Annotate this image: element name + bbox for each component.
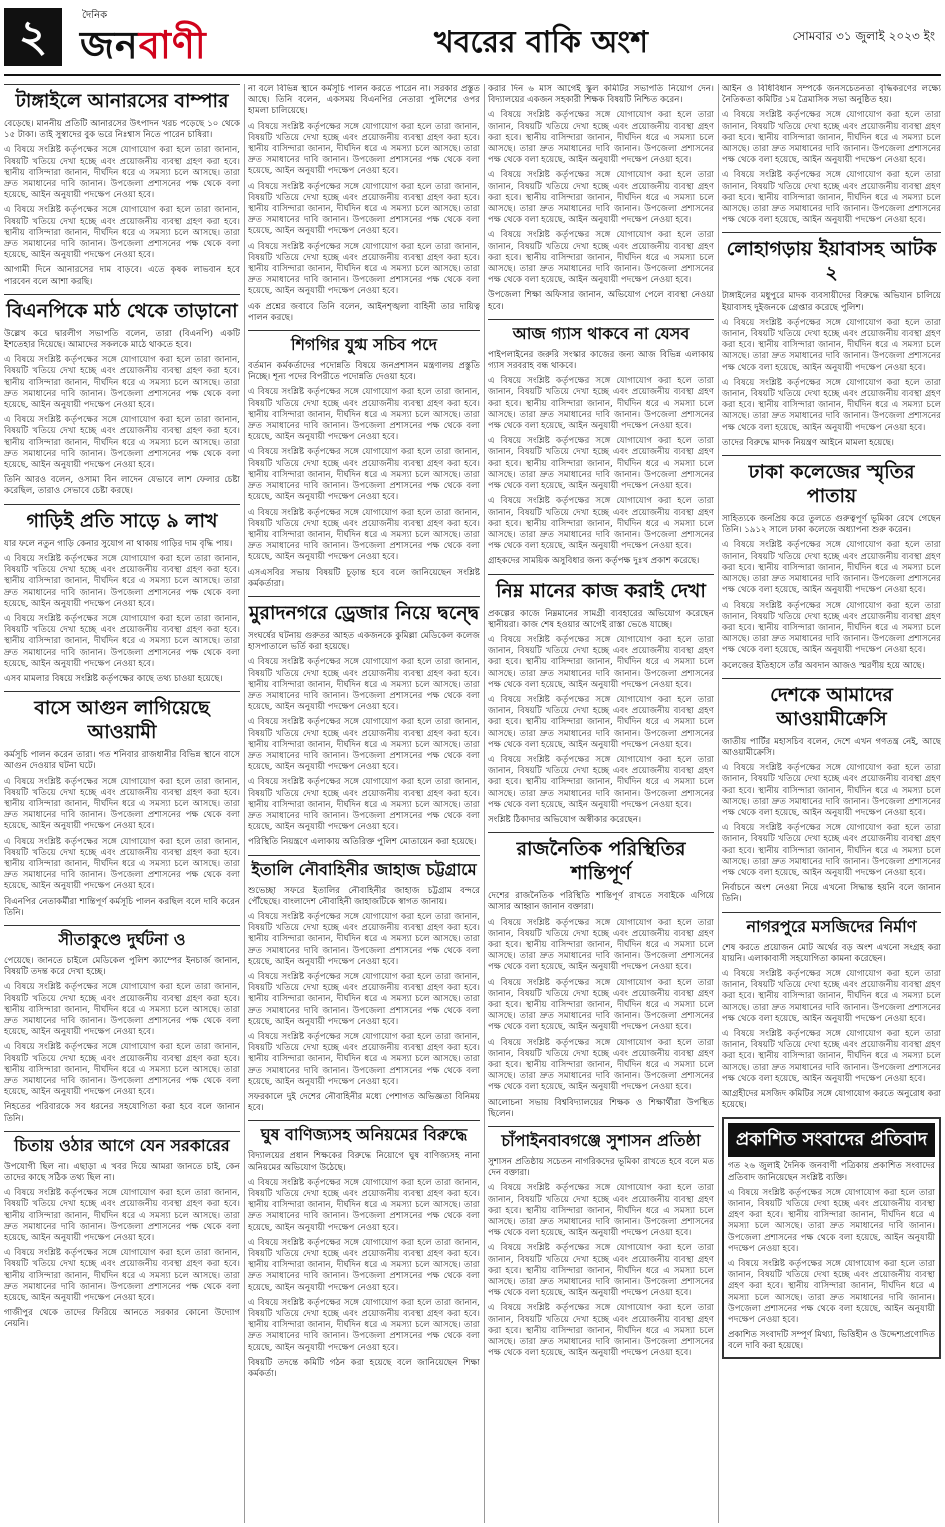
article-lead: শেষ করতে প্রয়োজন মোট অর্থের বড় অংশ এখনো সংগ্রহ করা যায়নি। এলাকাবাসী সহযোগিতা কামনা করেছেন। — [722, 942, 941, 964]
article-headline: চাঁপাইনবাবগঞ্জে সুশাসন প্রতিষ্ঠা — [488, 1126, 714, 1154]
article-body: এ বিষয়ে সংশ্লিষ্ট কর্তৃপক্ষের সঙ্গে যোগাযোগ করা হলে তারা জানান, বিষয়টি খতিয়ে দেখা হচ্ছে এবং প্রয়োজনীয় ব্যবস্থা গ্রহণ করা হবে। স্থানীয় বাসিন্দারা জানান, দীর্ঘদিন ধরে এ সমস্যা চলে আসছে। তারা দ্রুত সমাধানের দাবি জানান। উপজেলা প্রশাসনের পক্ষ থেকে বলা হয়েছে, আইন অনুযায়ী পদক্ষেপ নেওয়া হবে। — [488, 1037, 714, 1093]
article-body: এ বিষয়ে সংশ্লিষ্ট কর্তৃপক্ষের সঙ্গে যোগাযোগ করা হলে তারা জানান, বিষয়টি খতিয়ে দেখা হচ্ছে এবং প্রয়োজনীয় ব্যবস্থা গ্রহণ করা হবে। স্থানীয় বাসিন্দারা জানান, দীর্ঘদিন ধরে এ সমস্যা চলে আসছে। তারা দ্রুত সমাধানের দাবি জানান। উপজেলা প্রশাসনের পক্ষ থেকে বলা হয়েছে, আইন অনুযায়ী পদক্ষেপ নেওয়া হবে। — [488, 634, 714, 690]
article-headline: আজ গ্যাস থাকবে না যেসব — [488, 319, 714, 347]
article-tail: আলোচনা সভায় বিশ্ববিদ্যালয়ের শিক্ষক ও শিক্ষার্থীরা উপস্থিত ছিলেন। — [488, 1097, 714, 1119]
column-divider — [484, 84, 485, 1523]
article-lead: টাঙ্গাইলের মধুপুরে মাদক ব্যবসায়ীদের বিরুদ্ধে অভিযান চালিয়ে ইয়াবাসহ দুইজনকে গ্রেপ্তার করেছে পুলিশ। — [722, 291, 941, 313]
article-lead: আইন ও বিধিবিধান সম্পর্কে জনসচেতনতা বৃদ্ধিকরণের লক্ষ্যে নৈতিকতা কমিটির ১ম ত্রৈমাসিক সভা অনুষ্ঠিত হয়। — [722, 84, 941, 106]
article-body: এ বিষয়ে সংশ্লিষ্ট কর্তৃপক্ষের সঙ্গে যোগাযোগ করা হলে তারা জানান, বিষয়টি খতিয়ে দেখা হচ্ছে এবং প্রয়োজনীয় ব্যবস্থা গ্রহণ করা হবে। স্থানীয় বাসিন্দারা জানান, দীর্ঘদিন ধরে এ সমস্যা চলে আসছে। তারা দ্রুত সমাধানের দাবি জানান। উপজেলা প্রশাসনের পক্ষ থেকে বলা হয়েছে, আইন অনুযায়ী পদক্ষেপ নেওয়া হবে। — [248, 241, 480, 297]
article-body: এ বিষয়ে সংশ্লিষ্ট কর্তৃপক্ষের সঙ্গে যোগাযোগ করা হলে তারা জানান, বিষয়টি খতিয়ে দেখা হচ্ছে এবং প্রয়োজনীয় ব্যবস্থা গ্রহণ করা হবে। স্থানীয় বাসিন্দারা জানান, দীর্ঘদিন ধরে এ সমস্যা চলে আসছে। তারা দ্রুত সমাধানের দাবি জানান। উপজেলা প্রশাসনের পক্ষ থেকে বলা হয়েছে, আইন অনুযায়ী পদক্ষেপ নেওয়া হবে। — [488, 1183, 714, 1239]
article-body: এ বিষয়ে সংশ্লিষ্ট কর্তৃপক্ষের সঙ্গে যোগাযোগ করা হলে তারা জানান, বিষয়টি খতিয়ে দেখা হচ্ছে এবং প্রয়োজনীয় ব্যবস্থা গ্রহণ করা হবে। স্থানীয় বাসিন্দারা জানান, দীর্ঘদিন ধরে এ সমস্যা চলে আসছে। তারা দ্রুত সমাধানের দাবি জানান। উপজেলা প্রশাসনের পক্ষ থেকে বলা হয়েছে, আইন অনুযায়ী পদক্ষেপ নেওয়া হবে। — [4, 613, 240, 669]
article-b5 — [248, 1120, 480, 1380]
column-divider — [244, 84, 245, 1523]
article-body: এ বিষয়ে সংশ্লিষ্ট কর্তৃপক্ষের সঙ্গে যোগাযোগ করা হলে তারা জানান, বিষয়টি খতিয়ে দেখা হচ্ছে এবং প্রয়োজনীয় ব্যবস্থা গ্রহণ করা হবে। স্থানীয় বাসিন্দারা জানান, দীর্ঘদিন ধরে এ সমস্যা চলে আসছে। তারা দ্রুত সমাধানের দাবি জানান। উপজেলা প্রশাসনের পক্ষ থেকে বলা হয়েছে, আইন অনুযায়ী পদক্ষেপ নেওয়া হবে। — [488, 170, 714, 226]
article-body: এ বিষয়ে সংশ্লিষ্ট কর্তৃপক্ষের সঙ্গে যোগাযোগ করা হলে তারা জানান, বিষয়টি খতিয়ে দেখা হচ্ছে এবং প্রয়োজনীয় ব্যবস্থা গ্রহণ করা হবে। স্থানীয় বাসিন্দারা জানান, দীর্ঘদিন ধরে এ সমস্যা চলে আসছে। তারা দ্রুত সমাধানের দাবি জানান। উপজেলা প্রশাসনের পক্ষ থেকে বলা হয়েছে, আইন অনুযায়ী পদক্ষেপ নেওয়া হবে। — [4, 1188, 240, 1244]
article-lead: সংঘর্ষের ঘটনায় গুরুতর আহত একজনকে কুমিল্লা মেডিকেল কলেজ হাসপাতালে ভর্তি করা হয়েছে। — [248, 630, 480, 653]
article-tail: আগামী দিনে আনারসের দাম বাড়বে। এতে কৃষক লাভবান হবে পারবেন বলে আশা করছি। — [4, 265, 240, 287]
article-tail: গাজীপুর থেকে তাদের ফিরিয়ে আনতে সরকার কোনো উদ্যোগ নেয়নি। — [4, 1308, 240, 1330]
article-d2 — [488, 319, 714, 568]
article-tail: পরিস্থিতি নিয়ন্ত্রণে এলাকায় অতিরিক্ত পুলিশ মোতায়েন করা হয়েছে। — [248, 837, 477, 848]
article-body: এ বিষয়ে সংশ্লিষ্ট কর্তৃপক্ষের সঙ্গে যোগাযোগ করা হলে তারা জানান, বিষয়টি খতিয়ে দেখা হচ্ছে এবং প্রয়োজনীয় ব্যবস্থা গ্রহণ করা হবে। স্থানীয় বাসিন্দারা জানান, দীর্ঘদিন ধরে এ সমস্যা চলে আসছে। তারা দ্রুত সমাধানের দাবি জানান। উপজেলা প্রশাসনের পক্ষ থেকে বলা হয়েছে, আইন অনুযায়ী পদক্ষেপ নেওয়া হবে। — [722, 110, 941, 166]
logo-part-b: বাণী — [138, 22, 207, 67]
article-body: এ বিষয়ে সংশ্লিষ্ট কর্তৃপক্ষের সঙ্গে যোগাযোগ করা হলে তারা জানান, বিষয়টি খতিয়ে দেখা হচ্ছে এবং প্রয়োজনীয় ব্যবস্থা গ্রহণ করা হবে। স্থানীয় বাসিন্দারা জানান, দীর্ঘদিন ধরে এ সমস্যা চলে আসছে। তারা দ্রুত সমাধানের দাবি জানান। উপজেলা প্রশাসনের পক্ষ থেকে বলা হয়েছে, আইন অনুযায়ী পদক্ষেপ নেওয়া হবে। — [248, 447, 480, 503]
article-a1 — [4, 84, 240, 288]
article-a6 — [4, 1131, 240, 1331]
article-lead: কর্মসূচি পালন করেন তারা। গত শনিবার রাজধানীর বিভিন্ন স্থানে বাসে আগুন দেওয়ার ঘটনা ঘটে। — [4, 750, 240, 772]
article-b2 — [248, 330, 480, 590]
article-body: এ বিষয়ে সংশ্লিষ্ট কর্তৃপক্ষের সঙ্গে যোগাযোগ করা হলে তারা জানান, বিষয়টি খতিয়ে দেখা হচ্ছে এবং প্রয়োজনীয় ব্যবস্থা গ্রহণ করা হবে। স্থানীয় বাসিন্দারা জানান, দীর্ঘদিন ধরে এ সমস্যা চলে আসছে। তারা দ্রুত সমাধানের দাবি জানান। উপজেলা প্রশাসনের পক্ষ থেকে বলা হয়েছে, আইন অনুযায়ী পদক্ষেপ নেওয়া হবে। — [248, 657, 480, 713]
article-tail: এসব মামলার বিষয়ে সংশ্লিষ্ট কর্তৃপক্ষের কাছে তথ্য চাওয়া হয়েছে। — [4, 673, 223, 684]
article-lead: শুভেচ্ছা সফরে ইতালির নৌবাহিনীর জাহাজ চট্টগ্রাম বন্দরে পৌঁছেছে। বাংলাদেশ নৌবাহিনী জাহাজটিকে স্বাগত জানায়। — [248, 885, 480, 907]
article-tail: কলেজের ইতিহাসে তাঁর অবদান আজও স্মরণীয় হয়ে আছে। — [722, 660, 925, 671]
article-lead: যার ফলে নতুন গাড়ি কেনার সুযোগ না থাকায় গাড়ির দাম বৃদ্ধি পায়। — [4, 538, 233, 549]
article-headline: মুরাদনগরে ড্রেজার নিয়ে দ্বন্দ্বে — [248, 596, 480, 628]
article-body: এ বিষয়ে সংশ্লিষ্ট কর্তৃপক্ষের সঙ্গে যোগাযোগ করা হলে তারা জানান, বিষয়টি খতিয়ে দেখা হচ্ছে এবং প্রয়োজনীয় ব্যবস্থা গ্রহণ করা হবে। স্থানীয় বাসিন্দারা জানান, দীর্ঘদিন ধরে এ সমস্যা চলে আসছে। তারা দ্রুত সমাধানের দাবি জানান। উপজেলা প্রশাসনের পক্ষ থেকে বলা হয়েছে, আইন অনুযায়ী পদক্ষেপ নেওয়া হবে। — [4, 415, 240, 471]
article-body: এ বিষয়ে সংশ্লিষ্ট কর্তৃপক্ষের সঙ্গে যোগাযোগ করা হলে তারা জানান, বিষয়টি খতিয়ে দেখা হচ্ছে এবং প্রয়োজনীয় ব্যবস্থা গ্রহণ করা হবে। স্থানীয় বাসিন্দারা জানান, দীর্ঘদিন ধরে এ সমস্যা চলে আসছে। তারা দ্রুত সমাধানের দাবি জানান। উপজেলা প্রশাসনের পক্ষ থেকে বলা হয়েছে, আইন অনুযায়ী পদক্ষেপ নেওয়া হবে। — [248, 387, 480, 443]
article-headline: নাগরপুরে মসজিদের নির্মাণ — [722, 912, 941, 940]
article-d1 — [488, 84, 714, 313]
article-lead: উপযোগী ছিল না। এছাড়া এ খবর দিয়ে আমরা জানতে চাই, কেন তাদের কাছে সঠিক তথ্য ছিল না। — [4, 1161, 240, 1184]
article-a5 — [4, 925, 240, 1125]
article-body: এ বিষয়ে সংশ্লিষ্ট কর্তৃপক্ষের সঙ্গে যোগাযোগ করা হলে তারা জানান, বিষয়টি খতিয়ে দেখা হচ্ছে এবং প্রয়োজনীয় ব্যবস্থা গ্রহণ করা হবে। স্থানীয় বাসিন্দারা জানান, দীর্ঘদিন ধরে এ সমস্যা চলে আসছে। তারা দ্রুত সমাধানের দাবি জানান। উপজেলা প্রশাসনের পক্ষ থেকে বলা হয়েছে, আইন অনুযায়ী পদক্ষেপ নেওয়া হবে। — [722, 170, 941, 226]
article-body: এ বিষয়ে সংশ্লিষ্ট কর্তৃপক্ষের সঙ্গে যোগাযোগ করা হলে তারা জানান, বিষয়টি খতিয়ে দেখা হচ্ছে এবং প্রয়োজনীয় ব্যবস্থা গ্রহণ করা হবে। স্থানীয় বাসিন্দারা জানান, দীর্ঘদিন ধরে এ সমস্যা চলে আসছে। তারা দ্রুত সমাধানের দাবি জানান। উপজেলা প্রশাসনের পক্ষ থেকে বলা হয়েছে, আইন অনুযায়ী পদক্ষেপ নেওয়া হবে। — [248, 972, 480, 1027]
article-body: এ বিষয়ে সংশ্লিষ্ট কর্তৃপক্ষের সঙ্গে যোগাযোগ করা হলে তারা জানান, বিষয়টি খতিয়ে দেখা হচ্ছে এবং প্রয়োজনীয় ব্যবস্থা গ্রহণ করা হবে। স্থানীয় বাসিন্দারা জানান, দীর্ঘদিন ধরে এ সমস্যা চলে আসছে। তারা দ্রুত সমাধানের দাবি জানান। উপজেলা প্রশাসনের পক্ষ থেকে বলা হয়েছে, আইন অনুযায়ী পদক্ষেপ নেওয়া হবে। — [248, 1297, 480, 1353]
article-lead: পেয়েছে। জানতে চাইলে মেডিকেল পুলিশ ক্যাম্পের ইনচার্জ জানান, বিষয়টি তদন্ত করে দেখা হচ্ছে। — [4, 955, 240, 978]
article-headline: ইতালি নৌবাহিনীর জাহাজ চট্টগ্রামে — [248, 855, 480, 883]
article-body: এ বিষয়ে সংশ্লিষ্ট কর্তৃপক্ষের সঙ্গে যোগাযোগ করা হলে তারা জানান, বিষয়টি খতিয়ে দেখা হচ্ছে এবং প্রয়োজনীয় ব্যবস্থা গ্রহণ করা হবে। স্থানীয় বাসিন্দারা জানান, দীর্ঘদিন ধরে এ সমস্যা চলে আসছে। তারা দ্রুত সমাধানের দাবি জানান। উপজেলা প্রশাসনের পক্ষ থেকে বলা হয়েছে, আইন অনুযায়ী পদক্ষেপ নেওয়া হবে। — [722, 1028, 941, 1084]
article-lead: পাইপলাইনের জরুরি সংস্কার কাজের জন্য আজ বিভিন্ন এলাকায় গ্যাস সরবরাহ বন্ধ থাকবে। — [488, 349, 714, 372]
article-body: এ বিষয়ে সংশ্লিষ্ট কর্তৃপক্ষের সঙ্গে যোগাযোগ করা হলে তারা জানান, বিষয়টি খতিয়ে দেখা হচ্ছে এবং প্রয়োজনীয় ব্যবস্থা গ্রহণ করা হবে। স্থানীয় বাসিন্দারা জানান, দীর্ঘদিন ধরে এ সমস্যা চলে আসছে। তারা দ্রুত সমাধানের দাবি জানান। উপজেলা প্রশাসনের পক্ষ থেকে বলা হয়েছে, আইন অনুযায়ী পদক্ষেপ নেওয়া হবে। — [248, 717, 480, 773]
article-e2 — [722, 232, 941, 449]
article-tail: এক প্রশ্নের জবাবে তিনি বলেন, আইনশৃঙ্খলা বাহিনী তার দায়িত্ব পালন করছে। — [248, 301, 480, 323]
column-4 — [722, 84, 941, 1523]
article-lead: সাহিত্যকে জনপ্রিয় করে তুলতে গুরুত্বপূর্ণ ভূমিকা রেখে গেছেন তিনি। ১৯১২ সালে ঢাকা কলেজে অধ্যাপনা শুরু করেন। — [722, 514, 941, 536]
article-a4 — [4, 691, 240, 919]
article-headline: শিগগির যুগ্ম সচিব পদে — [248, 330, 480, 358]
article-e5 — [722, 912, 941, 1112]
article-body: এ বিষয়ে সংশ্লিষ্ট কর্তৃপক্ষের সঙ্গে যোগাযোগ করা হলে তারা জানান, বিষয়টি খতিয়ে দেখা হচ্ছে এবং প্রয়োজনীয় ব্যবস্থা গ্রহণ করা হবে। স্থানীয় বাসিন্দারা জানান, দীর্ঘদিন ধরে এ সমস্যা চলে আসছে। তারা দ্রুত সমাধানের দাবি জানান। উপজেলা প্রশাসনের পক্ষ থেকে বলা হয়েছে, আইন অনুযায়ী পদক্ষেপ নেওয়া হবে। — [4, 1042, 240, 1098]
article-body: এ বিষয়ে সংশ্লিষ্ট কর্তৃপক্ষের সঙ্গে যোগাযোগ করা হলে তারা জানান, বিষয়টি খতিয়ে দেখা হচ্ছে এবং প্রয়োজনীয় ব্যবস্থা গ্রহণ করা হবে। স্থানীয় বাসিন্দারা জানান, দীর্ঘদিন ধরে এ সমস্যা চলে আসছে। তারা দ্রুত সমাধানের দাবি জানান। উপজেলা প্রশাসনের পক্ষ থেকে বলা হয়েছে, আইন অনুযায়ী পদক্ষেপ নেওয়া হবে। — [722, 377, 941, 433]
article-headline: সীতাকুণ্ডে দুর্ঘটনা ও — [4, 925, 240, 953]
issue-date: সোমবার ৩১ জুলাই ২০২৩ ইং — [792, 29, 935, 43]
article-e3 — [722, 455, 941, 672]
section-title: খবরের বাকি অংশ — [434, 25, 648, 60]
article-body: এ বিষয়ে সংশ্লিষ্ট কর্তৃপক্ষের সঙ্গে যোগাযোগ করা হলে তারা জানান, বিষয়টি খতিয়ে দেখা হচ্ছে এবং প্রয়োজনীয় ব্যবস্থা গ্রহণ করা হবে। স্থানীয় বাসিন্দারা জানান, দীর্ঘদিন ধরে এ সমস্যা চলে আসছে। তারা দ্রুত সমাধানের দাবি জানান। উপজেলা প্রশাসনের পক্ষ থেকে বলা হয়েছে, আইন অনুযায়ী পদক্ষেপ নেওয়া হবে। — [488, 496, 714, 552]
masthead — [4, 6, 941, 76]
rejoinder-lead: গত ২৬ জুলাই দৈনিক জনবাণী পত্রিকায় প্রকাশিত সংবাদের প্রতিবাদ জানিয়েছেন সংশ্লিষ্ট ব্যক্তি। — [728, 1161, 935, 1183]
article-body: এ বিষয়ে সংশ্লিষ্ট কর্তৃপক্ষের সঙ্গে যোগাযোগ করা হলে তারা জানান, বিষয়টি খতিয়ে দেখা হচ্ছে এবং প্রয়োজনীয় ব্যবস্থা গ্রহণ করা হবে। স্থানীয় বাসিন্দারা জানান, দীর্ঘদিন ধরে এ সমস্যা চলে আসছে। তারা দ্রুত সমাধানের দাবি জানান। উপজেলা প্রশাসনের পক্ষ থেকে বলা হয়েছে, আইন অনুযায়ী পদক্ষেপ নেওয়া হবে। — [488, 694, 714, 750]
article-b4 — [248, 855, 480, 1115]
article-body: এ বিষয়ে সংশ্লিষ্ট কর্তৃপক্ষের সঙ্গে যোগাযোগ করা হলে তারা জানান, বিষয়টি খতিয়ে দেখা হচ্ছে এবং প্রয়োজনীয় ব্যবস্থা গ্রহণ করা হবে। স্থানীয় বাসিন্দারা জানান, দীর্ঘদিন ধরে এ সমস্যা চলে আসছে। তারা দ্রুত সমাধানের দাবি জানান। উপজেলা প্রশাসনের পক্ষ থেকে বলা হয়েছে, আইন অনুযায়ী পদক্ষেপ নেওয়া হবে। — [4, 205, 240, 261]
article-lead: বর্তমান কর্মকর্তাদের পদোন্নতি বিষয়ে জনপ্রশাসন মন্ত্রণালয় প্রস্তুতি নিচ্ছে। শূন্য পদের বিপরীতে পদোন্নতি দেওয়া হবে। — [248, 361, 480, 383]
article-body: এ বিষয়ে সংশ্লিষ্ট কর্তৃপক্ষের সঙ্গে যোগাযোগ করা হলে তারা জানান, বিষয়টি খতিয়ে দেখা হচ্ছে এবং প্রয়োজনীয় ব্যবস্থা গ্রহণ করা হবে। স্থানীয় বাসিন্দারা জানান, দীর্ঘদিন ধরে এ সমস্যা চলে আসছে। তারা দ্রুত সমাধানের দাবি জানান। উপজেলা প্রশাসনের পক্ষ থেকে বলা হয়েছে, আইন অনুযায়ী পদক্ষেপ নেওয়া হবে। — [722, 317, 941, 373]
article-body: এ বিষয়ে সংশ্লিষ্ট কর্তৃপক্ষের সঙ্গে যোগাযোগ করা হলে তারা জানান, বিষয়টি খতিয়ে দেখা হচ্ছে এবং প্রয়োজনীয় ব্যবস্থা গ্রহণ করা হবে। স্থানীয় বাসিন্দারা জানান, দীর্ঘদিন ধরে এ সমস্যা চলে আসছে। তারা দ্রুত সমাধানের দাবি জানান। উপজেলা প্রশাসনের পক্ষ থেকে বলা হয়েছে, আইন অনুযায়ী পদক্ষেপ নেওয়া হবে। — [4, 982, 240, 1038]
article-tail: আগ্রহীদের মসজিদ কমিটির সঙ্গে যোগাযোগ করতে অনুরোধ করা হয়েছে। — [722, 1089, 941, 1111]
article-tail: তাদের বিরুদ্ধে মাদক নিয়ন্ত্রণ আইনে মামলা হয়েছে। — [722, 437, 894, 448]
article-e1 — [722, 84, 941, 226]
article-d3 — [488, 574, 714, 827]
article-lead: জাতীয় পার্টির মহাসচিব বলেন, দেশে এখন গণতন্ত্র নেই, আছে আওয়ামীক্রেসি। — [722, 736, 941, 758]
article-b3 — [248, 596, 480, 849]
article-lead: বেড়েছে। মাননীয় প্রতিটি আনারসের উৎপাদন খরচ পড়েছে ১০ থেকে ১৫ টাকা। তাই সুস্বাদের বুক ভরে নিঃশ্বাস নিতে পারেন চাষিরা। — [4, 119, 240, 141]
article-tail: সফরকালে দুই দেশের নৌবাহিনীর মধ্যে পেশাগত অভিজ্ঞতা বিনিময় হবে। — [248, 1092, 480, 1114]
article-body: এ বিষয়ে সংশ্লিষ্ট কর্তৃপক্ষের সঙ্গে যোগাযোগ করা হলে তারা জানান, বিষয়টি খতিয়ে দেখা হচ্ছে এবং প্রয়োজনীয় ব্যবস্থা গ্রহণ করা হবে। স্থানীয় বাসিন্দারা জানান, দীর্ঘদিন ধরে এ সমস্যা চলে আসছে। তারা দ্রুত সমাধানের দাবি জানান। উপজেলা প্রশাসনের পক্ষ থেকে বলা হয়েছে, আইন অনুযায়ী পদক্ষেপ নেওয়া হবে। — [488, 230, 714, 286]
article-lead: বিদ্যালয়ের প্রধান শিক্ষকের বিরুদ্ধে নিয়োগে ঘুষ বাণিজ্যসহ নানা অনিয়মের অভিযোগ উঠেছে। — [248, 1151, 480, 1173]
article-headline: ঢাকা কলেজের স্মৃতির পাতায় — [722, 455, 941, 511]
article-body: এ বিষয়ে সংশ্লিষ্ট কর্তৃপক্ষের সঙ্গে যোগাযোগ করা হলে তারা জানান, বিষয়টি খতিয়ে দেখা হচ্ছে এবং প্রয়োজনীয় ব্যবস্থা গ্রহণ করা হবে। স্থানীয় বাসিন্দারা জানান, দীর্ঘদিন ধরে এ সমস্যা চলে আসছে। তারা দ্রুত সমাধানের দাবি জানান। উপজেলা প্রশাসনের পক্ষ থেকে বলা হয়েছে, আইন অনুযায়ী পদক্ষেপ নেওয়া হবে। — [722, 763, 941, 818]
article-tail: উপজেলা শিক্ষা অফিসার জানান, অভিযোগ পেলে ব্যবস্থা নেওয়া হবে। — [488, 290, 714, 312]
article-e4 — [722, 678, 941, 906]
column-3 — [488, 84, 714, 1523]
article-headline: টাঙ্গাইলে আনারসের বাম্পার — [4, 84, 240, 116]
article-lead: উল্লেখ করে দ্বারলীগ সভাপতি বলেন, তারা (বিএনপি) একটি ইশতেহার দিয়েছে। আমাদের সকলকে মাঠে থাকতে হবে। — [4, 328, 240, 351]
article-headline: লোহাগড়ায় ইয়াবাসহ আটক ২ — [722, 232, 941, 288]
article-b1 — [248, 84, 480, 324]
article-headline: নিম্ন মানের কাজ করাই দেখা — [488, 574, 714, 606]
rejoinder-body: এ বিষয়ে সংশ্লিষ্ট কর্তৃপক্ষের সঙ্গে যোগাযোগ করা হলে তারা জানান, বিষয়টি খতিয়ে দেখা হচ্ছে এবং প্রয়োজনীয় ব্যবস্থা গ্রহণ করা হবে। স্থানীয় বাসিন্দারা জানান, দীর্ঘদিন ধরে এ সমস্যা চলে আসছে। তারা দ্রুত সমাধানের দাবি জানান। উপজেলা প্রশাসনের পক্ষ থেকে বলা হয়েছে, আইন অনুযায়ী পদক্ষেপ নেওয়া হবে। — [728, 1259, 935, 1326]
article-headline: চিতায় ওঠার আগে যেন সরকারের — [4, 1131, 240, 1159]
article-body: এ বিষয়ে সংশ্লিষ্ট কর্তৃপক্ষের সঙ্গে যোগাযোগ করা হলে তারা জানান, বিষয়টি খতিয়ে দেখা হচ্ছে এবং প্রয়োজনীয় ব্যবস্থা গ্রহণ করা হবে। স্থানীয় বাসিন্দারা জানান, দীর্ঘদিন ধরে এ সমস্যা চলে আসছে। তারা দ্রুত সমাধানের দাবি জানান। উপজেলা প্রশাসনের পক্ষ থেকে বলা হয়েছে, আইন অনুযায়ী পদক্ষেপ নেওয়া হবে। — [488, 110, 714, 166]
article-tail: এসএসবির সভায় বিষয়টি চূড়ান্ত হবে বলে জানিয়েছেন সংশ্লিষ্ট কর্মকর্তারা। — [248, 567, 480, 589]
article-a3 — [4, 504, 240, 685]
column-1 — [4, 84, 240, 1523]
article-headline: রাজনৈতিক পরিস্থিতির শান্তিপূর্ণ — [488, 832, 714, 888]
article-body: এ বিষয়ে সংশ্লিষ্ট কর্তৃপক্ষের সঙ্গে যোগাযোগ করা হলে তারা জানান, বিষয়টি খতিয়ে দেখা হচ্ছে এবং প্রয়োজনীয় ব্যবস্থা গ্রহণ করা হবে। স্থানীয় বাসিন্দারা জানান, দীর্ঘদিন ধরে এ সমস্যা চলে আসছে। তারা দ্রুত সমাধানের দাবি জানান। উপজেলা প্রশাসনের পক্ষ থেকে বলা হয়েছে, আইন অনুযায়ী পদক্ষেপ নেওয়া হবে। — [4, 1248, 240, 1304]
article-body: এ বিষয়ে সংশ্লিষ্ট কর্তৃপক্ষের সঙ্গে যোগাযোগ করা হলে তারা জানান, বিষয়টি খতিয়ে দেখা হচ্ছে এবং প্রয়োজনীয় ব্যবস্থা গ্রহণ করা হবে। স্থানীয় বাসিন্দারা জানান, দীর্ঘদিন ধরে এ সমস্যা চলে আসছে। তারা দ্রুত সমাধানের দাবি জানান। উপজেলা প্রশাসনের পক্ষ থেকে বলা হয়েছে, আইন অনুযায়ী পদক্ষেপ নেওয়া হবে। — [488, 436, 714, 492]
article-lead: প্রকল্পের কাজে নিম্নমানের সামগ্রী ব্যবহারের অভিযোগ করেছেন স্থানীয়রা। কাজ শেষ হওয়ার আগেই রাস্তা ভেঙে যাচ্ছে। — [488, 608, 714, 630]
article-headline: দেশকে আমাদের আওয়ামীক্রেসি — [722, 678, 941, 734]
article-body: এ বিষয়ে সংশ্লিষ্ট কর্তৃপক্ষের সঙ্গে যোগাযোগ করা হলে তারা জানান, বিষয়টি খতিয়ে দেখা হচ্ছে এবং প্রয়োজনীয় ব্যবস্থা গ্রহণ করা হবে। স্থানীয় বাসিন্দারা জানান, দীর্ঘদিন ধরে এ সমস্যা চলে আসছে। তারা দ্রুত সমাধানের দাবি জানান। উপজেলা প্রশাসনের পক্ষ থেকে বলা হয়েছে, আইন অনুযায়ী পদক্ষেপ নেওয়া হবে। — [248, 1177, 480, 1233]
article-body: এ বিষয়ে সংশ্লিষ্ট কর্তৃপক্ষের সঙ্গে যোগাযোগ করা হলে তারা জানান, বিষয়টি খতিয়ে দেখা হচ্ছে এবং প্রয়োজনীয় ব্যবস্থা গ্রহণ করা হবে। স্থানীয় বাসিন্দারা জানান, দীর্ঘদিন ধরে এ সমস্যা চলে আসছে। তারা দ্রুত সমাধানের দাবি জানান। উপজেলা প্রশাসনের পক্ষ থেকে বলা হয়েছে, আইন অনুযায়ী পদক্ষেপ নেওয়া হবে। — [248, 777, 480, 833]
logo-part-a: জন — [80, 22, 139, 67]
article-lead: সুশাসন প্রতিষ্ঠায় সচেতন নাগরিকদের ভূমিকা রাখতে হবে বলে মত দেন বক্তারা। — [488, 1157, 714, 1179]
article-tail: বিএনপির নেতাকর্মীরা শান্তিপূর্ণ কর্মসূচি পালন করছিল বলে দাবি করেন তিনি। — [4, 896, 240, 918]
article-body: এ বিষয়ে সংশ্লিষ্ট কর্তৃপক্ষের সঙ্গে যোগাযোগ করা হলে তারা জানান, বিষয়টি খতিয়ে দেখা হচ্ছে এবং প্রয়োজনীয় ব্যবস্থা গ্রহণ করা হবে। স্থানীয় বাসিন্দারা জানান, দীর্ঘদিন ধরে এ সমস্যা চলে আসছে। তারা দ্রুত সমাধানের দাবি জানান। উপজেলা প্রশাসনের পক্ষ থেকে বলা হয়েছে, আইন অনুযায়ী পদক্ষেপ নেওয়া হবে। — [488, 1303, 714, 1359]
article-body: এ বিষয়ে সংশ্লিষ্ট কর্তৃপক্ষের সঙ্গে যোগাযোগ করা হলে তারা জানান, বিষয়টি খতিয়ে দেখা হচ্ছে এবং প্রয়োজনীয় ব্যবস্থা গ্রহণ করা হবে। স্থানীয় বাসিন্দারা জানান, দীর্ঘদিন ধরে এ সমস্যা চলে আসছে। তারা দ্রুত সমাধানের দাবি জানান। উপজেলা প্রশাসনের পক্ষ থেকে বলা হয়েছে, আইন অনুযায়ী পদক্ষেপ নেওয়া হবে। — [4, 776, 240, 832]
article-headline: বাসে আগুন লাগিয়েছে আওয়ামী — [4, 691, 240, 747]
article-lead: না বলে বিভিন্ন স্থানে কর্মসূচি পালন করতে পারেন না। সরকার প্রস্তুত আছে। তিনি বলেন, একসময় বিএনপির নেতারা পুলিশের ওপর হামলা চালিয়েছে। — [248, 84, 480, 117]
article-body: এ বিষয়ে সংশ্লিষ্ট কর্তৃপক্ষের সঙ্গে যোগাযোগ করা হলে তারা জানান, বিষয়টি খতিয়ে দেখা হচ্ছে এবং প্রয়োজনীয় ব্যবস্থা গ্রহণ করা হবে। স্থানীয় বাসিন্দারা জানান, দীর্ঘদিন ধরে এ সমস্যা চলে আসছে। তারা দ্রুত সমাধানের দাবি জানান। উপজেলা প্রশাসনের পক্ষ থেকে বলা হয়েছে, আইন অনুযায়ী পদক্ষেপ নেওয়া হবে। — [488, 977, 714, 1033]
article-body: এ বিষয়ে সংশ্লিষ্ট কর্তৃপক্ষের সঙ্গে যোগাযোগ করা হলে তারা জানান, বিষয়টি খতিয়ে দেখা হচ্ছে এবং প্রয়োজনীয় ব্যবস্থা গ্রহণ করা হবে। স্থানীয় বাসিন্দারা জানান, দীর্ঘদিন ধরে এ সমস্যা চলে আসছে। তারা দ্রুত সমাধানের দাবি জানান। উপজেলা প্রশাসনের পক্ষ থেকে বলা হয়েছে, আইন অনুযায়ী পদক্ষেপ নেওয়া হবে। — [488, 917, 714, 973]
article-body: এ বিষয়ে সংশ্লিষ্ট কর্তৃপক্ষের সঙ্গে যোগাযোগ করা হলে তারা জানান, বিষয়টি খতিয়ে দেখা হচ্ছে এবং প্রয়োজনীয় ব্যবস্থা গ্রহণ করা হবে। স্থানীয় বাসিন্দারা জানান, দীর্ঘদিন ধরে এ সমস্যা চলে আসছে। তারা দ্রুত সমাধানের দাবি জানান। উপজেলা প্রশাসনের পক্ষ থেকে বলা হয়েছে, আইন অনুযায়ী পদক্ষেপ নেওয়া হবে। — [488, 1243, 714, 1299]
article-body: এ বিষয়ে সংশ্লিষ্ট কর্তৃপক্ষের সঙ্গে যোগাযোগ করা হলে তারা জানান, বিষয়টি খতিয়ে দেখা হচ্ছে এবং প্রয়োজনীয় ব্যবস্থা গ্রহণ করা হবে। স্থানীয় বাসিন্দারা জানান, দীর্ঘদিন ধরে এ সমস্যা চলে আসছে। তারা দ্রুত সমাধানের দাবি জানান। উপজেলা প্রশাসনের পক্ষ থেকে বলা হয়েছে, আইন অনুযায়ী পদক্ষেপ নেওয়া হবে। — [722, 540, 941, 596]
column-divider — [718, 84, 719, 1523]
rejoinder-body: এ বিষয়ে সংশ্লিষ্ট কর্তৃপক্ষের সঙ্গে যোগাযোগ করা হলে তারা জানান, বিষয়টি খতিয়ে দেখা হচ্ছে এবং প্রয়োজনীয় ব্যবস্থা গ্রহণ করা হবে। স্থানীয় বাসিন্দারা জানান, দীর্ঘদিন ধরে এ সমস্যা চলে আসছে। তারা দ্রুত সমাধানের দাবি জানান। উপজেলা প্রশাসনের পক্ষ থেকে বলা হয়েছে, আইন অনুযায়ী পদক্ষেপ নেওয়া হবে। — [728, 1187, 935, 1254]
article-body: এ বিষয়ে সংশ্লিষ্ট কর্তৃপক্ষের সঙ্গে যোগাযোগ করা হলে তারা জানান, বিষয়টি খতিয়ে দেখা হচ্ছে এবং প্রয়োজনীয় ব্যবস্থা গ্রহণ করা হবে। স্থানীয় বাসিন্দারা জানান, দীর্ঘদিন ধরে এ সমস্যা চলে আসছে। তারা দ্রুত সমাধানের দাবি জানান। উপজেলা প্রশাসনের পক্ষ থেকে বলা হয়েছে, আইন অনুযায়ী পদক্ষেপ নেওয়া হবে। — [4, 836, 240, 892]
logo-prefix: দৈনিক — [82, 10, 108, 21]
article-body: এ বিষয়ে সংশ্লিষ্ট কর্তৃপক্ষের সঙ্গে যোগাযোগ করা হলে তারা জানান, বিষয়টি খতিয়ে দেখা হচ্ছে এবং প্রয়োজনীয় ব্যবস্থা গ্রহণ করা হবে। স্থানীয় বাসিন্দারা জানান, দীর্ঘদিন ধরে এ সমস্যা চলে আসছে। তারা দ্রুত সমাধানের দাবি জানান। উপজেলা প্রশাসনের পক্ষ থেকে বলা হয়েছে, আইন অনুযায়ী পদক্ষেপ নেওয়া হবে। — [722, 600, 941, 656]
article-body: এ বিষয়ে সংশ্লিষ্ট কর্তৃপক্ষের সঙ্গে যোগাযোগ করা হলে তারা জানান, বিষয়টি খতিয়ে দেখা হচ্ছে এবং প্রয়োজনীয় ব্যবস্থা গ্রহণ করা হবে। স্থানীয় বাসিন্দারা জানান, দীর্ঘদিন ধরে এ সমস্যা চলে আসছে। তারা দ্রুত সমাধানের দাবি জানান। উপজেলা প্রশাসনের পক্ষ থেকে বলা হয়েছে, আইন অনুযায়ী পদক্ষেপ নেওয়া হবে। — [4, 355, 240, 411]
article-body: এ বিষয়ে সংশ্লিষ্ট কর্তৃপক্ষের সঙ্গে যোগাযোগ করা হলে তারা জানান, বিষয়টি খতিয়ে দেখা হচ্ছে এবং প্রয়োজনীয় ব্যবস্থা গ্রহণ করা হবে। স্থানীয় বাসিন্দারা জানান, দীর্ঘদিন ধরে এ সমস্যা চলে আসছে। তারা দ্রুত সমাধানের দাবি জানান। উপজেলা প্রশাসনের পক্ষ থেকে বলা হয়েছে, আইন অনুযায়ী পদক্ষেপ নেওয়া হবে। — [248, 121, 480, 177]
article-headline: গাড়িই প্রতি সাড়ে ৯ লাখ — [4, 504, 240, 536]
logo-wordmark — [80, 16, 207, 80]
article-body: এ বিষয়ে সংশ্লিষ্ট কর্তৃপক্ষের সঙ্গে যোগাযোগ করা হলে তারা জানান, বিষয়টি খতিয়ে দেখা হচ্ছে এবং প্রয়োজনীয় ব্যবস্থা গ্রহণ করা হবে। স্থানীয় বাসিন্দারা জানান, দীর্ঘদিন ধরে এ সমস্যা চলে আসছে। তারা দ্রুত সমাধানের দাবি জানান। উপজেলা প্রশাসনের পক্ষ থেকে বলা হয়েছে, আইন অনুযায়ী পদক্ষেপ নেওয়া হবে। — [488, 376, 714, 432]
article-body: এ বিষয়ে সংশ্লিষ্ট কর্তৃপক্ষের সঙ্গে যোগাযোগ করা হলে তারা জানান, বিষয়টি খতিয়ে দেখা হচ্ছে এবং প্রয়োজনীয় ব্যবস্থা গ্রহণ করা হবে। স্থানীয় বাসিন্দারা জানান, দীর্ঘদিন ধরে এ সমস্যা চলে আসছে। তারা দ্রুত সমাধানের দাবি জানান। উপজেলা প্রশাসনের পক্ষ থেকে বলা হয়েছে, আইন অনুযায়ী পদক্ষেপ নেওয়া হবে। — [248, 507, 480, 563]
article-lead: করার দিন ৬ মাস আগেই স্কুল কমিটির সভাপতি নিয়োগ দেন। বিদ্যালয়ের একজন সহকারী শিক্ষক বিষয়টি নিশ্চিত করেন। — [488, 84, 714, 106]
article-tail: নিহতের পরিবারকে সব ধরনের সহযোগিতা করা হবে বলে জানান তিনি। — [4, 1102, 240, 1124]
rejoinder-box — [722, 1117, 941, 1358]
article-headline: বিএনপিকে মাঠ থেকে তাড়ানো — [4, 294, 240, 326]
newspaper-logo — [80, 8, 248, 66]
article-body: এ বিষয়ে সংশ্লিষ্ট কর্তৃপক্ষের সঙ্গে যোগাযোগ করা হলে তারা জানান, বিষয়টি খতিয়ে দেখা হচ্ছে এবং প্রয়োজনীয় ব্যবস্থা গ্রহণ করা হবে। স্থানীয় বাসিন্দারা জানান, দীর্ঘদিন ধরে এ সমস্যা চলে আসছে। তারা দ্রুত সমাধানের দাবি জানান। উপজেলা প্রশাসনের পক্ষ থেকে বলা হয়েছে, আইন অনুযায়ী পদক্ষেপ নেওয়া হবে। — [488, 754, 714, 810]
article-body: এ বিষয়ে সংশ্লিষ্ট কর্তৃপক্ষের সঙ্গে যোগাযোগ করা হলে তারা জানান, বিষয়টি খতিয়ে দেখা হচ্ছে এবং প্রয়োজনীয় ব্যবস্থা গ্রহণ করা হবে। স্থানীয় বাসিন্দারা জানান, দীর্ঘদিন ধরে এ সমস্যা চলে আসছে। তারা দ্রুত সমাধানের দাবি জানান। উপজেলা প্রশাসনের পক্ষ থেকে বলা হয়েছে, আইন অনুযায়ী পদক্ষেপ নেওয়া হবে। — [4, 145, 240, 201]
article-body: এ বিষয়ে সংশ্লিষ্ট কর্তৃপক্ষের সঙ্গে যোগাযোগ করা হলে তারা জানান, বিষয়টি খতিয়ে দেখা হচ্ছে এবং প্রয়োজনীয় ব্যবস্থা গ্রহণ করা হবে। স্থানীয় বাসিন্দারা জানান, দীর্ঘদিন ধরে এ সমস্যা চলে আসছে। তারা দ্রুত সমাধানের দাবি জানান। উপজেলা প্রশাসনের পক্ষ থেকে বলা হয়েছে, আইন অনুযায়ী পদক্ষেপ নেওয়া হবে। — [248, 911, 480, 967]
article-headline: ঘুষ বাণিজ্যসহ অনিয়মের বিরুদ্ধে — [248, 1120, 480, 1148]
article-body: এ বিষয়ে সংশ্লিষ্ট কর্তৃপক্ষের সঙ্গে যোগাযোগ করা হলে তারা জানান, বিষয়টি খতিয়ে দেখা হচ্ছে এবং প্রয়োজনীয় ব্যবস্থা গ্রহণ করা হবে। স্থানীয় বাসিন্দারা জানান, দীর্ঘদিন ধরে এ সমস্যা চলে আসছে। তারা দ্রুত সমাধানের দাবি জানান। উপজেলা প্রশাসনের পক্ষ থেকে বলা হয়েছে, আইন অনুযায়ী পদক্ষেপ নেওয়া হবে। — [4, 553, 240, 609]
article-lead: দেশের রাজনৈতিক পরিস্থিতি শান্তিপূর্ণ রাখতে সবাইকে এগিয়ে আসার আহ্বান জানান বক্তারা। — [488, 891, 714, 913]
article-tail: সংশ্লিষ্ট ঠিকাদার অভিযোগ অস্বীকার করেছেন। — [488, 814, 642, 825]
article-tail: তিনি আরও বলেন, ওসামা বিন লাদেন যেভাবে লাশ ফেলার চেষ্টা করেছিল, তারাও সেভাবে চেষ্টা করছে। — [4, 475, 240, 497]
page-number: ২ — [4, 8, 62, 66]
article-body: এ বিষয়ে সংশ্লিষ্ট কর্তৃপক্ষের সঙ্গে যোগাযোগ করা হলে তারা জানান, বিষয়টি খতিয়ে দেখা হচ্ছে এবং প্রয়োজনীয় ব্যবস্থা গ্রহণ করা হবে। স্থানীয় বাসিন্দারা জানান, দীর্ঘদিন ধরে এ সমস্যা চলে আসছে। তারা দ্রুত সমাধানের দাবি জানান। উপজেলা প্রশাসনের পক্ষ থেকে বলা হয়েছে, আইন অনুযায়ী পদক্ষেপ নেওয়া হবে। — [722, 968, 941, 1024]
article-body: এ বিষয়ে সংশ্লিষ্ট কর্তৃপক্ষের সঙ্গে যোগাযোগ করা হলে তারা জানান, বিষয়টি খতিয়ে দেখা হচ্ছে এবং প্রয়োজনীয় ব্যবস্থা গ্রহণ করা হবে। স্থানীয় বাসিন্দারা জানান, দীর্ঘদিন ধরে এ সমস্যা চলে আসছে। তারা দ্রুত সমাধানের দাবি জানান। উপজেলা প্রশাসনের পক্ষ থেকে বলা হয়েছে, আইন অনুযায়ী পদক্ষেপ নেওয়া হবে। — [248, 181, 480, 237]
article-body: এ বিষয়ে সংশ্লিষ্ট কর্তৃপক্ষের সঙ্গে যোগাযোগ করা হলে তারা জানান, বিষয়টি খতিয়ে দেখা হচ্ছে এবং প্রয়োজনীয় ব্যবস্থা গ্রহণ করা হবে। স্থানীয় বাসিন্দারা জানান, দীর্ঘদিন ধরে এ সমস্যা চলে আসছে। তারা দ্রুত সমাধানের দাবি জানান। উপজেলা প্রশাসনের পক্ষ থেকে বলা হয়েছে, আইন অনুযায়ী পদক্ষেপ নেওয়া হবে। — [248, 1032, 480, 1087]
rejoinder-tail: প্রকাশিত সংবাদটি সম্পূর্ণ মিথ্যা, ভিত্তিহীন ও উদ্দেশ্যপ্রণোদিত বলে দাবি করা হয়েছে। — [728, 1330, 935, 1352]
article-d4 — [488, 832, 714, 1120]
article-d5 — [488, 1126, 714, 1359]
article-tail: গ্রাহকদের সাময়িক অসুবিধার জন্য কর্তৃপক্ষ দুঃখ প্রকাশ করেছে। — [488, 556, 700, 567]
article-tail: বিষয়টি তদন্তে কমিটি গঠন করা হয়েছে বলে জানিয়েছেন শিক্ষা কর্মকর্তা। — [248, 1357, 480, 1380]
article-body: এ বিষয়ে সংশ্লিষ্ট কর্তৃপক্ষের সঙ্গে যোগাযোগ করা হলে তারা জানান, বিষয়টি খতিয়ে দেখা হচ্ছে এবং প্রয়োজনীয় ব্যবস্থা গ্রহণ করা হবে। স্থানীয় বাসিন্দারা জানান, দীর্ঘদিন ধরে এ সমস্যা চলে আসছে। তারা দ্রুত সমাধানের দাবি জানান। উপজেলা প্রশাসনের পক্ষ থেকে বলা হয়েছে, আইন অনুযায়ী পদক্ষেপ নেওয়া হবে। — [722, 823, 941, 878]
article-body: এ বিষয়ে সংশ্লিষ্ট কর্তৃপক্ষের সঙ্গে যোগাযোগ করা হলে তারা জানান, বিষয়টি খতিয়ে দেখা হচ্ছে এবং প্রয়োজনীয় ব্যবস্থা গ্রহণ করা হবে। স্থানীয় বাসিন্দারা জানান, দীর্ঘদিন ধরে এ সমস্যা চলে আসছে। তারা দ্রুত সমাধানের দাবি জানান। উপজেলা প্রশাসনের পক্ষ থেকে বলা হয়েছে, আইন অনুযায়ী পদক্ষেপ নেওয়া হবে। — [248, 1237, 480, 1293]
article-tail: নির্বাচনে অংশ নেওয়া নিয়ে এখনো সিদ্ধান্ত হয়নি বলে জানান তিনি। — [722, 883, 941, 905]
rejoinder-headline: প্রকাশিত সংবাদের প্রতিবাদ — [728, 1123, 935, 1157]
column-2 — [248, 84, 480, 1523]
article-a2 — [4, 294, 240, 498]
